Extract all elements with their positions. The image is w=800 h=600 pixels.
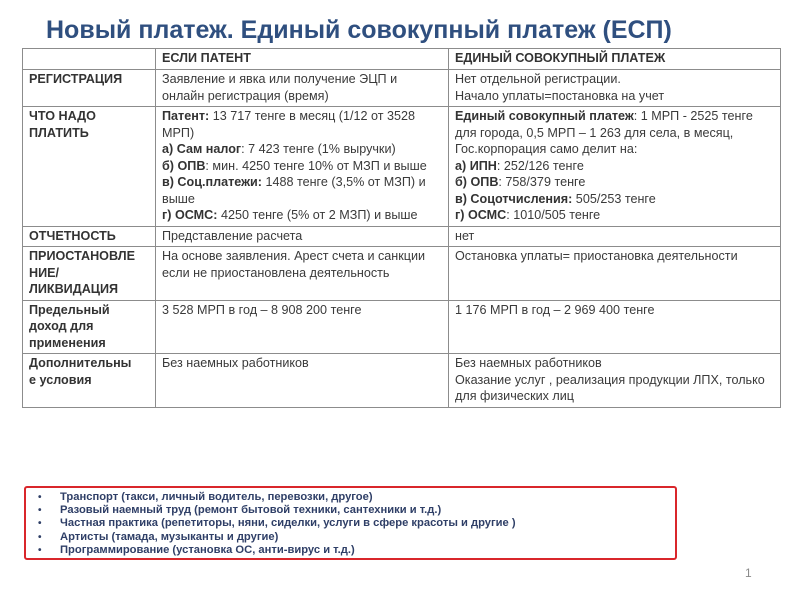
patent-reporting: Представление расчета bbox=[156, 226, 449, 247]
patent-payment-item bbox=[162, 141, 442, 158]
row-header-line: применения bbox=[29, 335, 106, 350]
patent-payment-item bbox=[162, 158, 442, 175]
esp-registration bbox=[449, 70, 781, 107]
header-esp: ЕДИНЫЙ СОВОКУПНЫЙ ПЛАТЕЖ bbox=[449, 49, 781, 70]
patent-payment-label: а) Сам налог bbox=[162, 142, 242, 156]
patent-payment-item bbox=[162, 108, 442, 141]
esp-payment-item bbox=[455, 207, 774, 224]
esp-payment-text: : 252/126 тенге bbox=[496, 158, 584, 173]
bullet-icon: • bbox=[38, 531, 42, 543]
esp-payment-text: 505/253 тенге bbox=[572, 191, 656, 206]
esp-payment-item bbox=[455, 108, 774, 158]
esp-suspension: Остановка уплаты= приостановка деятельности bbox=[449, 247, 781, 301]
activity-list bbox=[36, 491, 667, 557]
patent-payments bbox=[156, 107, 449, 227]
esp-registration-line: Нет отдельной регистрации. bbox=[455, 72, 621, 86]
esp-income-limit: 1 176 МРП в год – 2 969 400 тенге bbox=[449, 300, 781, 354]
list-item-text: Транспорт (такси, личный водитель, перевозки, другое) bbox=[60, 491, 373, 503]
row-header-registration: РЕГИСТРАЦИЯ bbox=[23, 70, 156, 107]
row-header-what-to-pay: ЧТО НАДО ПЛАТИТЬ bbox=[23, 107, 156, 227]
page-number: 1 bbox=[745, 566, 752, 580]
table-header-row bbox=[23, 49, 781, 70]
list-item bbox=[36, 517, 667, 530]
patent-payment-text: 1488 тенге (3,5% от МЗП) и выше bbox=[162, 175, 426, 206]
patent-suspension: На основе заявления. Арест счета и санкции если не приостановлена деятельность bbox=[156, 247, 449, 301]
esp-additional-line: Оказание услуг , реализация продукции ЛПХ, только для физических лиц bbox=[455, 372, 765, 403]
bullet-icon: • bbox=[38, 544, 42, 556]
esp-payment-label: г) ОСМС bbox=[455, 208, 507, 222]
esp-payment-text: : 1010/505 тенге bbox=[506, 208, 601, 222]
row-header-suspension bbox=[23, 247, 156, 301]
row-header-additional bbox=[23, 354, 156, 408]
header-patent: ЕСЛИ ПАТЕНТ bbox=[156, 49, 449, 70]
comparison-table bbox=[22, 48, 781, 408]
page-title: Новый платеж. Единый совокупный платеж (ЕСП) bbox=[46, 16, 672, 44]
row-header-line: НИЕ/ bbox=[29, 265, 60, 280]
table-row bbox=[23, 70, 781, 107]
patent-registration: Заявление и явка или получение ЭЦП и онлайн регистрация (время) bbox=[156, 70, 449, 107]
list-item bbox=[36, 544, 667, 557]
bullet-icon: • bbox=[38, 492, 42, 503]
row-header-line: ПРИОСТАНОВЛЕ bbox=[29, 249, 135, 263]
activity-notes-box bbox=[24, 486, 677, 560]
patent-payment-label: г) ОСМС: bbox=[162, 208, 218, 222]
esp-reporting: нет bbox=[449, 226, 781, 247]
row-header-line: ЛИКВИДАЦИЯ bbox=[29, 282, 119, 296]
patent-payment-item bbox=[162, 207, 442, 224]
row-header-line: доход для bbox=[29, 319, 94, 333]
esp-payment-label: в) Соцотчисления: bbox=[455, 191, 573, 206]
row-header-reporting: ОТЧЕТНОСТЬ bbox=[23, 226, 156, 247]
table-row bbox=[23, 107, 781, 227]
esp-payment-item bbox=[455, 191, 774, 208]
table-row bbox=[23, 247, 781, 301]
patent-payment-text: : 7 423 тенге (1% выручки) bbox=[241, 142, 396, 156]
list-item-text: Программирование (установка ОС, анти-вирус и т.д.) bbox=[60, 543, 355, 556]
patent-payment-label: в) Соц.платежи: bbox=[162, 175, 262, 189]
list-item bbox=[36, 504, 667, 517]
bullet-icon: • bbox=[38, 518, 42, 530]
list-item bbox=[36, 491, 667, 504]
esp-payment-label: Единый совокупный платеж bbox=[455, 109, 634, 123]
patent-payment-label: б) ОПВ bbox=[162, 158, 206, 173]
patent-income-limit: 3 528 МРП в год – 8 908 200 тенге bbox=[156, 300, 449, 354]
patent-payment-text: : мин. 4250 тенге 10% от МЗП и выше bbox=[205, 158, 427, 173]
patent-payment-text: 13 717 тенге в месяц (1/12 от 3528 МРП) bbox=[162, 109, 416, 140]
esp-payments bbox=[449, 107, 781, 227]
list-item bbox=[36, 531, 667, 544]
patent-payment-text: 4250 тенге (5% от 2 МЗП) и выше bbox=[217, 208, 418, 222]
patent-additional: Без наемных работников bbox=[156, 354, 449, 408]
list-item-text: Артисты (тамада, музыканты и другие) bbox=[60, 530, 279, 543]
bullet-icon: • bbox=[38, 505, 42, 517]
row-header-line: е условия bbox=[29, 372, 92, 387]
esp-payment-text: : 1 МРП - 2525 тенге для города, 0,5 МРП – 1 263 для села, в месяц, Гос.корпорация само делит на: bbox=[455, 109, 753, 156]
table-row bbox=[23, 226, 781, 247]
list-item-text: Частная практика (репетиторы, няни, сиделки, услуги в сфере красоты и другие ) bbox=[60, 517, 516, 530]
table-row bbox=[23, 300, 781, 354]
esp-payment-item bbox=[455, 158, 774, 175]
row-header-line: Предельный bbox=[29, 302, 110, 317]
header-empty-cell bbox=[23, 49, 156, 70]
table-row bbox=[23, 354, 781, 408]
esp-payment-item bbox=[455, 174, 774, 191]
esp-additional bbox=[449, 354, 781, 408]
patent-payment-item bbox=[162, 174, 442, 207]
esp-registration-line: Начало уплаты=постановка на учет bbox=[455, 88, 665, 103]
row-header-line: Дополнительны bbox=[29, 356, 132, 370]
list-item-text: Разовый наемный труд (ремонт бытовой техники, сантехники и т.д.) bbox=[60, 504, 442, 517]
esp-payment-text: : 758/379 тенге bbox=[498, 175, 586, 189]
row-header-income-limit bbox=[23, 300, 156, 354]
patent-payment-label: Патент: bbox=[162, 109, 210, 123]
esp-payment-label: а) ИПН bbox=[455, 158, 497, 173]
esp-additional-line: Без наемных работников bbox=[455, 356, 602, 370]
esp-payment-label: б) ОПВ bbox=[455, 175, 499, 189]
